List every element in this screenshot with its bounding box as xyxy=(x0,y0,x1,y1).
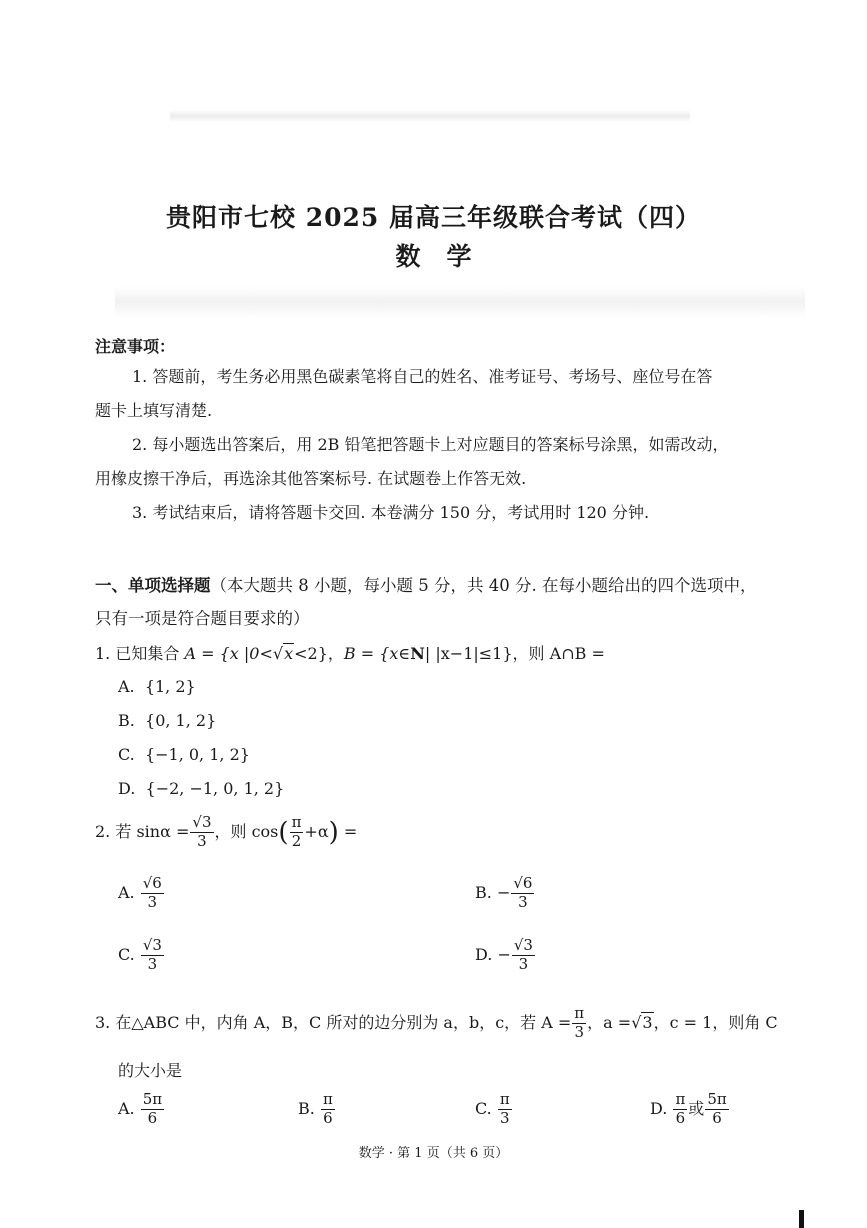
notice-item-1-line-2: 题卡上填写清楚. xyxy=(95,401,213,420)
separator: ， xyxy=(327,644,344,663)
question-text: 已知集合 xyxy=(115,644,180,663)
question-1 xyxy=(95,641,605,664)
set-b: B = {x∈ xyxy=(343,644,411,663)
option-b: B. $\frac{\pi}{6}$ xyxy=(298,1090,333,1127)
fraction: $\frac{√3}{3}$ xyxy=(192,813,212,850)
subject-title: 数学 xyxy=(395,242,498,271)
question-number: 3. xyxy=(95,1012,111,1032)
section-1-heading xyxy=(95,572,756,596)
scan-shadow xyxy=(115,286,805,318)
notice-item-2-line-1: 2. 每小题选出答案后，用 2B 铅笔把答题卡上对应题目的答案标号涂黑，如需改动， xyxy=(132,435,729,454)
section-1-desc-line-2: 只有一项是符合题目要求的） xyxy=(95,609,310,628)
sqrt-expression: √x xyxy=(272,644,294,663)
scan-edge-mark xyxy=(799,1210,804,1228)
section-1-desc-line-1: （本大题共 8 小题，每小题 5 分，共 40 分. 在每小题给出的四个选项中， xyxy=(210,576,757,595)
option-a: A. {1, 2} xyxy=(118,677,196,696)
notice-item-2-line-2: 用橡皮擦干净后，再选涂其他答案标号. 在试题卷上作答无效. xyxy=(95,469,527,488)
set-a-tail: <2} xyxy=(294,644,328,663)
notice-item-1-line-1: 1. 答题前，考生务必用黑色碳素笔将自己的姓名、准考证号、考场号、座位号在答 xyxy=(132,367,713,386)
question-3-line-2: 的大小是 xyxy=(118,1061,183,1080)
option-b: B. − $\frac{√6}{3}$ xyxy=(475,874,533,911)
fraction: $\frac{\pi}{3}$ xyxy=(574,1004,585,1041)
question-number: 1. xyxy=(95,644,111,663)
set-b-tail: | |x−1|≤1} xyxy=(424,644,513,663)
question-tail: ，则 A∩B = xyxy=(512,644,605,663)
page-footer: 数学 · 第 1 页（共 6 页） xyxy=(358,1146,509,1161)
question-number: 2. xyxy=(95,821,111,841)
question-text: 若 sinα = xyxy=(115,821,190,841)
option-d: D. $\frac{\pi}{6}$ 或 $\frac{5\pi}{6}$ xyxy=(650,1090,727,1127)
notice-heading: 注意事项： xyxy=(95,337,176,356)
option-a: A. $\frac{5\pi}{6}$ xyxy=(118,1090,163,1127)
sqrt-expression: √3 xyxy=(631,1012,653,1032)
scan-shadow xyxy=(170,110,690,122)
option-c: C. $\frac{√3}{3}$ xyxy=(118,936,162,973)
option-d: D. {−2, −1, 0, 1, 2} xyxy=(118,779,285,798)
option-c: C. {−1, 0, 1, 2} xyxy=(118,745,250,764)
set-a-head: A = {x |0< xyxy=(184,644,273,663)
option-b: B. {0, 1, 2} xyxy=(118,711,217,730)
option-c: C. $\frac{\pi}{3}$ xyxy=(475,1090,510,1127)
question-text: ，则 cos xyxy=(214,821,279,841)
notice-item-3: 3. 考试结束后，请将答题卡交回. 本卷满分 150 分，考试用时 120 分钟. xyxy=(132,503,650,522)
exam-title: 贵阳市七校 2025 届高三年级联合考试（四） xyxy=(166,203,701,232)
radicand: x xyxy=(284,644,294,663)
option-a: A. $\frac{√6}{3}$ xyxy=(118,874,162,911)
question-text: 在△ABC 中，内角 A，B，C 所对的边分别为 a，b，c，若 A = xyxy=(115,1012,572,1032)
fraction: $\frac{\pi}{2}$ xyxy=(291,813,302,850)
natural-numbers-symbol: N xyxy=(410,644,425,663)
option-d: D. − $\frac{√3}{3}$ xyxy=(475,936,533,973)
section-1-title: 一、单项选择题 xyxy=(95,576,211,595)
question-2: 2. 若 sinα = $\frac{√3}{3}$ ，则 cos( $\frac{\pi}{2}$ +α) = xyxy=(95,813,358,850)
question-3: 3. 在△ABC 中，内角 A，B，C 所对的边分别为 a，b，c，若 A = $\frac{\pi}{3}$ ，a =√3，c = 1，则角 C xyxy=(95,1004,778,1041)
